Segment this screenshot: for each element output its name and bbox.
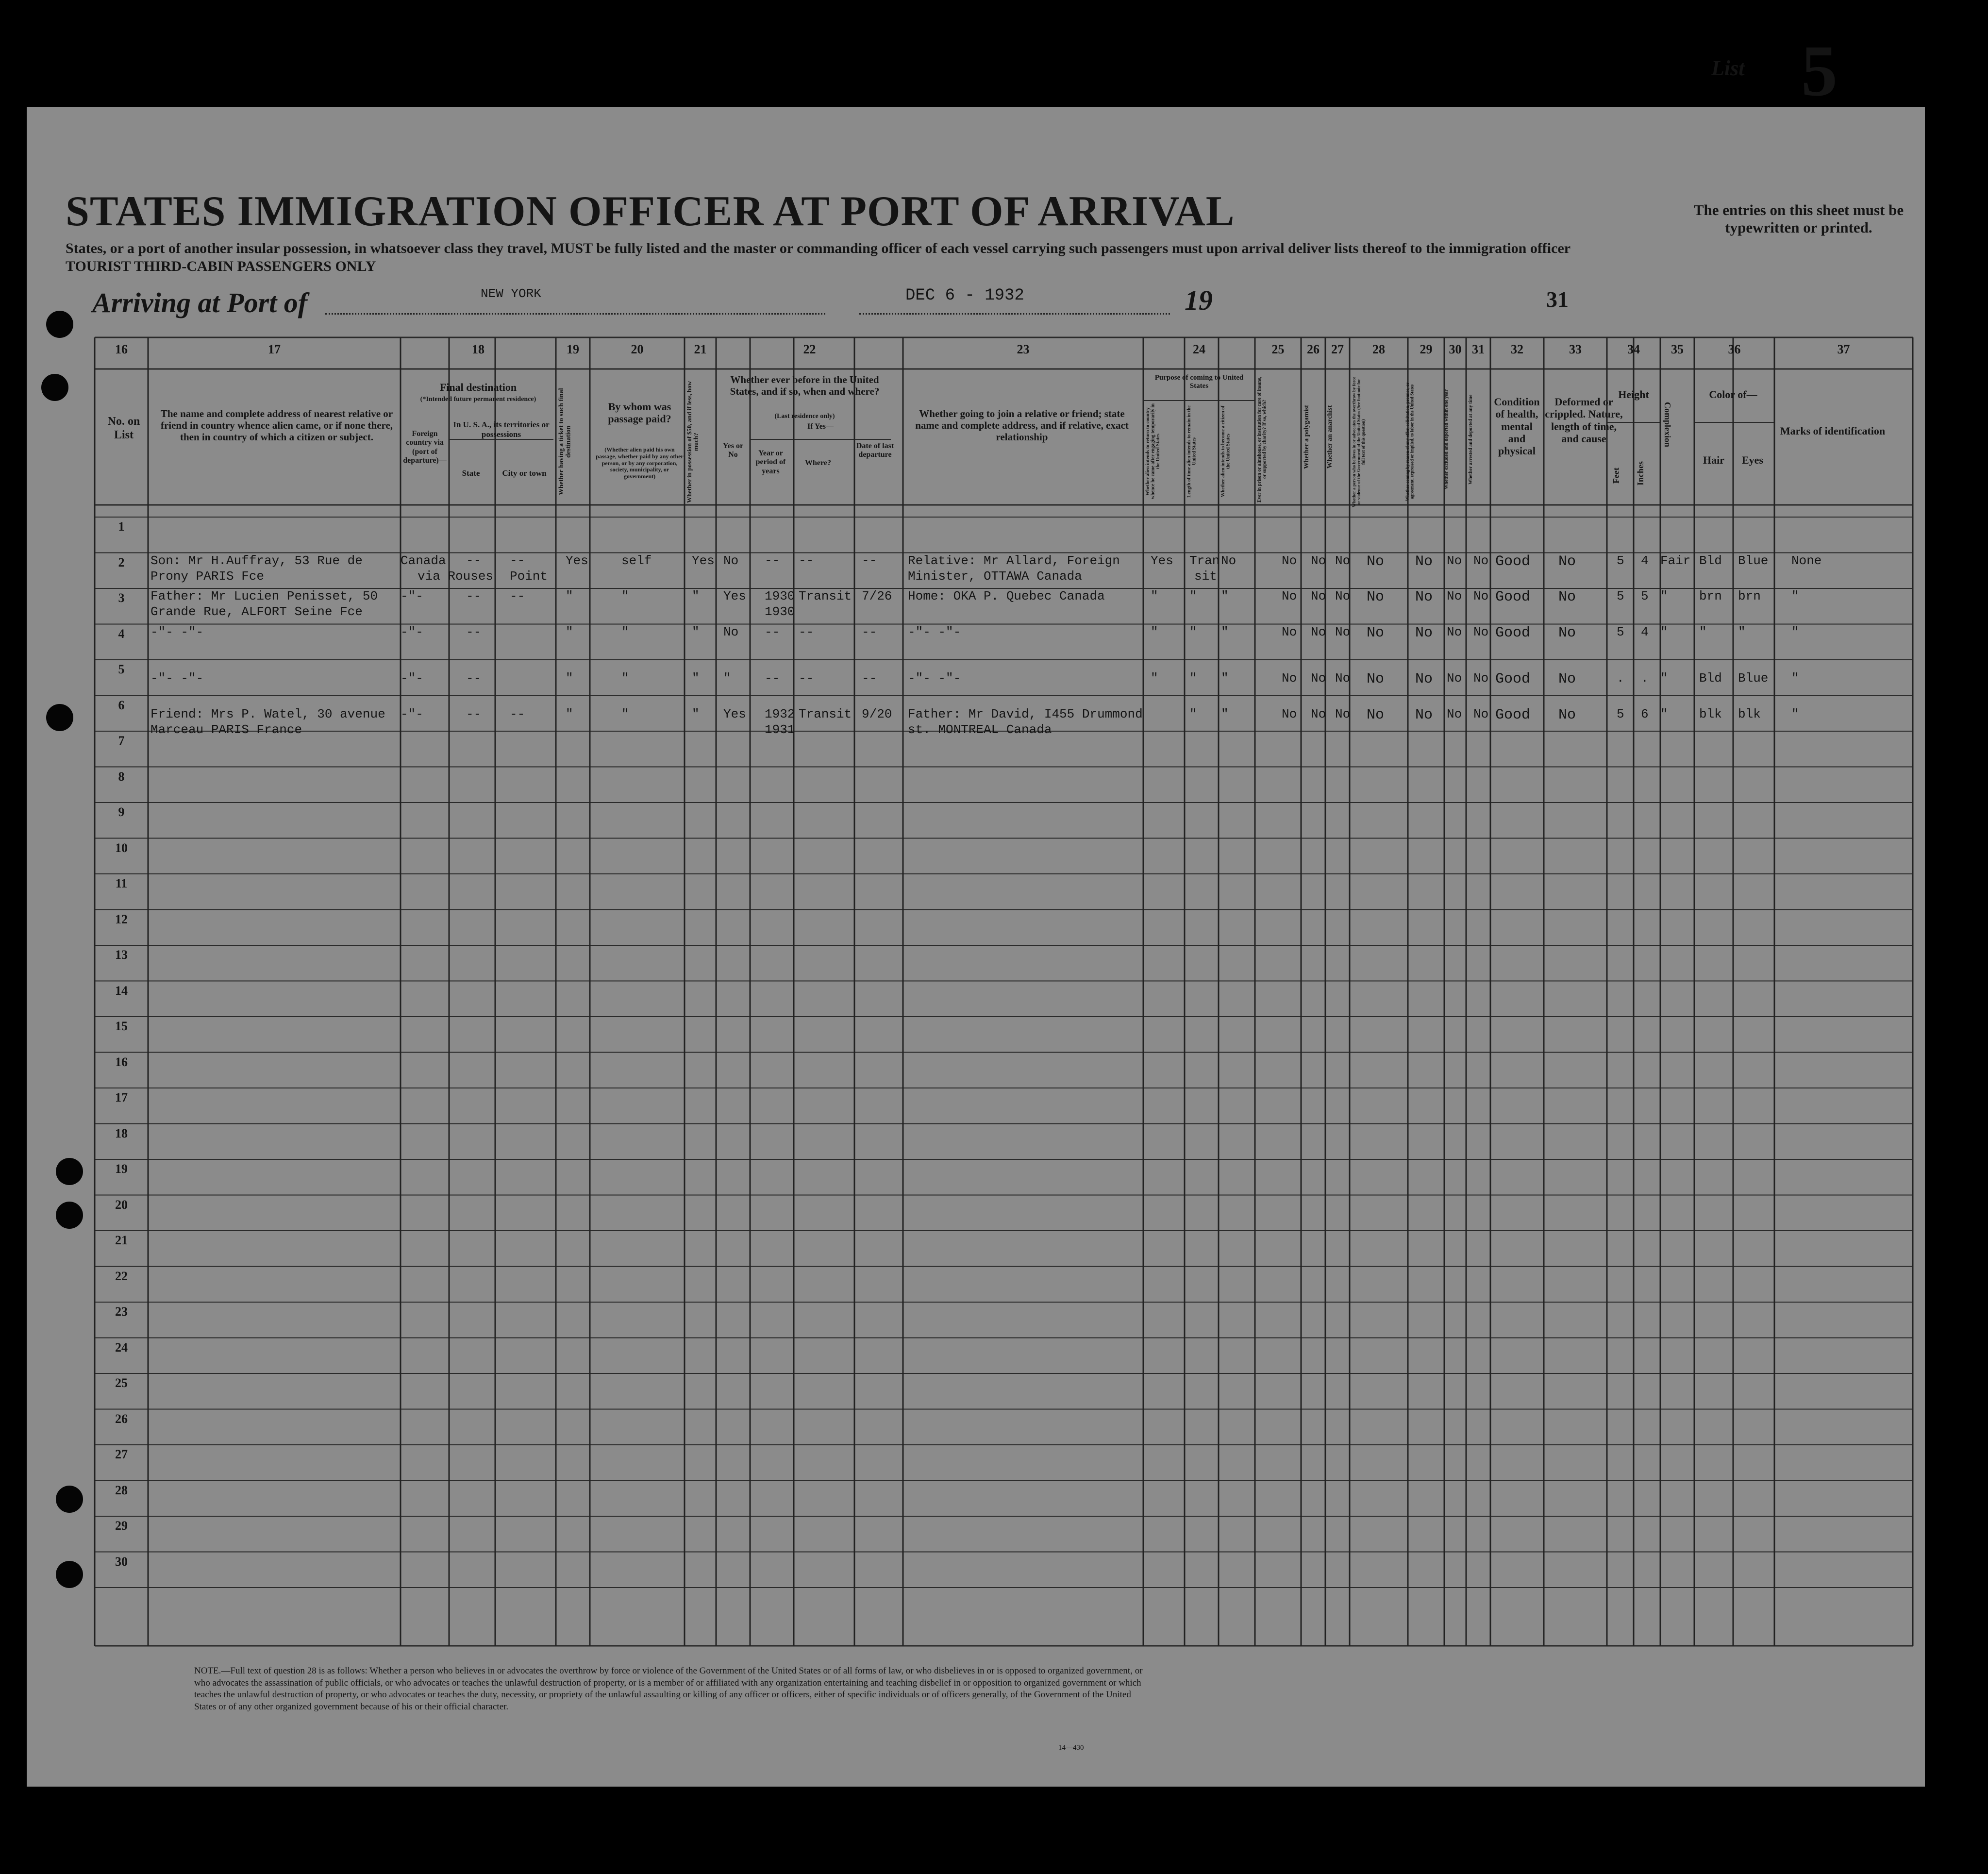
entry-c31: No <box>1473 589 1489 603</box>
entry-c26: No <box>1311 707 1326 721</box>
entry-eyes: Blue <box>1738 671 1769 686</box>
entry-marks: None <box>1791 553 1822 568</box>
entry-before: No <box>723 553 739 568</box>
entry-c25: No <box>1282 625 1297 639</box>
entry-foreign: -"- <box>401 625 423 639</box>
entry-city: -- <box>510 589 525 603</box>
entry-addr: Son: Mr H.Auffray, 53 Rue de <box>150 553 363 568</box>
entry-inches: 6 <box>1641 707 1649 721</box>
entry-paid: " <box>621 671 629 686</box>
header-before-in-us: Whether ever before in the United States, and if so, when and where? <box>730 374 880 398</box>
column-number: 25 <box>1271 342 1285 356</box>
entry-ticket: " <box>566 671 573 686</box>
entry-health: Good <box>1495 707 1531 723</box>
header-inches: Inches <box>1636 461 1645 486</box>
header-hair: Hair <box>1703 454 1724 466</box>
entry-city2: Point <box>510 569 548 584</box>
column-number: 16 <box>115 342 128 356</box>
entry-year: -- <box>765 625 780 639</box>
entry-where: Transit <box>799 707 852 721</box>
entry-eyes: Blue <box>1738 553 1769 568</box>
header-complexion: Complexion <box>1662 402 1672 448</box>
entry-addr2: Prony PARIS Fce <box>150 569 265 584</box>
entry-addr: Friend: Mrs P. Watel, 30 avenue <box>150 707 385 721</box>
entry-c28: No <box>1367 589 1385 605</box>
column-number: 19 <box>567 342 579 356</box>
entry-deformed: No <box>1558 589 1576 605</box>
entry-foreign: -"- <box>401 589 423 603</box>
row-number: 18 <box>115 1126 128 1140</box>
row-number: 23 <box>115 1305 128 1319</box>
entry-foreign2: via Rouses <box>418 569 494 584</box>
entry-hair: Bld <box>1699 553 1722 568</box>
entry-marks: " <box>1791 589 1799 603</box>
entry-c31: No <box>1473 707 1489 721</box>
column-number: 35 <box>1671 342 1684 356</box>
header-in-usa: In U. S. A., its territories or possessions <box>453 420 550 439</box>
entry-complexion: " <box>1660 707 1668 721</box>
entry-marks: " <box>1791 707 1799 721</box>
column-number: 18 <box>472 342 484 356</box>
entry-inches: 4 <box>1641 625 1649 639</box>
header-state: State <box>462 468 480 478</box>
row-number: 29 <box>115 1519 128 1533</box>
entry-c29: No <box>1415 671 1433 687</box>
entry-c27: No <box>1335 625 1351 639</box>
entry-year: -- <box>765 553 780 568</box>
column-number: 20 <box>631 342 644 356</box>
list-number: 5 <box>1801 31 1838 111</box>
row-number: 13 <box>115 948 128 962</box>
entry-eyes: blk <box>1738 707 1761 721</box>
row-number: 25 <box>115 1376 128 1390</box>
entry-join: -"- -"- <box>908 671 961 686</box>
entry-complexion: Fair <box>1660 553 1691 568</box>
entry-dep: -- <box>862 553 877 568</box>
entry-c30: No <box>1447 589 1462 603</box>
header-return: Whether alien intends to return to country whence he came after engaging temporarily in the United States <box>1145 403 1161 500</box>
header-labor: Whether coming by reason of any offer, solicitation, promise, or agreement, expressed or implied, to labor in the United States <box>1405 382 1415 502</box>
entry-c31: No <box>1473 625 1489 639</box>
entry-p-length: " <box>1189 707 1197 721</box>
entry-hair: " <box>1699 625 1707 639</box>
header-health: Condition of health, mental and physical <box>1494 396 1540 457</box>
entry-c30: No <box>1447 707 1462 721</box>
entry-year2: 1931 <box>765 722 795 737</box>
column-number: 27 <box>1331 342 1344 356</box>
header-length: Length of time alien intends to remain in the United States <box>1186 405 1197 498</box>
entry-city: -- <box>510 707 525 721</box>
entry-c28: No <box>1367 671 1385 687</box>
form-code: 14—430 <box>1058 1744 1084 1752</box>
header-passage-note: (Whether alien paid his own passage, whether paid by any other person, or by any corporation, society, municipality, or government) <box>596 446 684 480</box>
header-prison: Ever in prison or almshouse, or institution for care of insane, or supported by charity? If so, which? <box>1257 376 1268 502</box>
entry-c26: No <box>1311 589 1326 603</box>
entry-where: -- <box>799 625 814 639</box>
column-number: 33 <box>1569 342 1582 356</box>
header-date-departure: Date of last departure <box>856 442 894 459</box>
entry-state: -- <box>466 625 482 639</box>
entry-p-citizen: " <box>1221 671 1229 686</box>
entry-money: " <box>692 625 700 639</box>
header-year: Year or period of years <box>755 449 786 475</box>
entry-c28: No <box>1367 707 1385 723</box>
entry-feet: 5 <box>1617 625 1624 639</box>
entry-c29: No <box>1415 553 1433 570</box>
entry-foreign: Canada <box>401 553 446 568</box>
column-number: 17 <box>268 342 281 356</box>
entry-paid: " <box>621 589 629 603</box>
header-where: Where? <box>805 459 831 467</box>
entry-addr: -"- -"- <box>150 671 204 686</box>
entry-inches: 5 <box>1641 589 1649 603</box>
column-number: 24 <box>1193 342 1205 356</box>
entry-inches: . <box>1641 671 1649 686</box>
entry-where: -- <box>799 671 814 686</box>
row-number: 16 <box>115 1054 128 1069</box>
column-number: 37 <box>1837 342 1850 356</box>
header-relative-address: The name and complete address of nearest relative or friend in country whence alien came, or if none there, then in country of which a citizen or subject. <box>160 408 393 443</box>
footnote: NOTE.—Full text of question 28 is as follows: Whether a person who believes in or advocates the overthrow by force or violence of the Government of the United States or of all forms of law, or who disbelieves in or is opposed to organized government, or who advocates the assassination of public officials, or who advocates or teaches the unlawful destruction of property, or is a member of or affiliated with any organization entertaining and teaching disbelief in or opposition to organized government or which teaches the unlawful destruction of property, or who advocates or teaches the duty, necessity, or propriety of the unlawful assaulting or killing of any officer or officers, either of specific individuals or of officers generally, of the Government of the United States or of any other organized government because of his or their official character. <box>194 1666 1143 1712</box>
entry-c30: No <box>1447 625 1462 639</box>
port-value: NEW YORK <box>481 286 541 301</box>
entry-addr: -"- -"- <box>150 625 204 639</box>
entry-foreign: -"- <box>401 671 423 686</box>
entry-c26: No <box>1311 625 1326 639</box>
header-feet: Feet <box>1611 468 1621 484</box>
entry-marks: " <box>1791 671 1799 686</box>
row-number: 28 <box>115 1483 128 1497</box>
header-passage-paid: By whom was passage paid? <box>608 401 671 425</box>
entry-eyes: brn <box>1738 589 1761 603</box>
entry-paid: " <box>621 707 629 721</box>
list-label: List <box>1711 56 1745 80</box>
row-number: 27 <box>115 1447 128 1461</box>
column-number: 29 <box>1420 342 1433 356</box>
entry-eyes: " <box>1738 625 1746 639</box>
entry-before: Yes <box>723 589 746 603</box>
entry-join: Home: OKA P. Quebec Canada <box>908 589 1105 603</box>
year-prefix: 19 <box>1185 284 1213 316</box>
row-number: 22 <box>115 1269 128 1283</box>
entry-where: -- <box>799 553 814 568</box>
entry-money: " <box>692 707 700 721</box>
row-number: 17 <box>115 1090 128 1104</box>
row-number: 8 <box>118 769 125 784</box>
entry-p-length2: sit <box>1194 569 1217 584</box>
entry-p-citizen: " <box>1221 589 1229 603</box>
entry-join: Relative: Mr Allard, Foreign <box>908 553 1120 568</box>
entry-p-citizen: " <box>1221 707 1229 721</box>
column-number: 26 <box>1307 342 1320 356</box>
entry-state: -- <box>466 589 482 603</box>
column-number: 36 <box>1728 342 1741 356</box>
entry-c29: No <box>1415 589 1433 605</box>
header-color: Color of— <box>1709 388 1757 401</box>
entry-addr: Father: Mr Lucien Penisset, 50 <box>150 589 378 603</box>
entry-dep: -- <box>862 625 877 639</box>
entry-p-length: " <box>1189 589 1197 603</box>
entry-p-return: " <box>1151 589 1158 603</box>
entry-c28: No <box>1367 625 1385 641</box>
header-ticket: Whether having a ticket to such final destination <box>558 388 572 496</box>
entry-city: -- <box>510 553 525 568</box>
column-number: 34 <box>1627 342 1640 356</box>
entry-dep: 9/20 <box>862 707 892 721</box>
entry-year: 1930 <box>765 589 795 603</box>
row-number: 6 <box>118 698 125 712</box>
entry-feet: 5 <box>1617 553 1624 568</box>
entry-join: -"- -"- <box>908 625 961 639</box>
row-number: 2 <box>118 555 125 569</box>
form-subtitle: States, or a port of another insular possession, in whatsoever class they travel, MUST be fully listed and the master or commanding officer of each vessel carrying such passengers must upon arrival deliver lists thereof to the immigration officer <box>66 240 1571 256</box>
header-marks: Marks of identification <box>1780 425 1886 437</box>
entry-state: -- <box>466 707 482 721</box>
column-number: 22 <box>803 342 816 356</box>
entry-ticket: " <box>566 625 573 639</box>
column-number: 32 <box>1511 342 1523 356</box>
header-yes-no: Yes or No <box>722 442 744 459</box>
entry-before: Yes <box>723 707 746 721</box>
header-overthrow: Whether a person who believes in or advocates the overthrow by force or violence of the Government of the United States (See footnote for full text of this question) <box>1352 376 1366 507</box>
entry-c28: No <box>1367 553 1385 570</box>
header-eyes: Eyes <box>1742 454 1763 466</box>
entry-c27: No <box>1335 589 1351 603</box>
header-final-destination-note: (*Intended future permanent residence) <box>420 396 536 403</box>
entry-money: Yes <box>692 553 715 568</box>
entry-foreign: -"- <box>401 707 423 721</box>
entry-dep: 7/26 <box>862 589 892 603</box>
entry-deformed: No <box>1558 553 1576 570</box>
row-number: 10 <box>115 840 128 855</box>
entry-p-citizen: " <box>1221 625 1229 639</box>
header-arrested: Whether arrested and deported at any time <box>1468 394 1473 485</box>
entry-year2: 1930 <box>765 604 795 619</box>
entry-c25: No <box>1282 671 1297 686</box>
row-number: 20 <box>115 1197 128 1212</box>
entry-c25: No <box>1282 589 1297 603</box>
entry-p-length: " <box>1189 625 1197 639</box>
column-number: 21 <box>694 342 707 356</box>
entry-c29: No <box>1415 625 1433 641</box>
entry-join2: Minister, OTTAWA Canada <box>908 569 1082 584</box>
row-number: 19 <box>115 1162 128 1176</box>
header-city: City or town <box>502 468 547 478</box>
entry-health: Good <box>1495 553 1531 570</box>
entry-complexion: " <box>1660 589 1668 603</box>
entry-c30: No <box>1447 553 1462 568</box>
entry-c27: No <box>1335 671 1351 686</box>
row-number: 3 <box>118 591 125 605</box>
column-number: 30 <box>1449 342 1462 356</box>
entry-complexion: " <box>1660 625 1668 639</box>
header-before-note: (Last residence only) <box>774 413 835 420</box>
entry-hair: blk <box>1699 707 1722 721</box>
entry-c30: No <box>1447 671 1462 686</box>
header-height: Height <box>1618 388 1649 401</box>
column-number: 28 <box>1372 342 1385 356</box>
entry-ticket: " <box>566 707 573 721</box>
row-number: 1 <box>118 519 125 534</box>
header-purpose: Purpose of coming to United States <box>1154 374 1244 390</box>
column-number: 23 <box>1017 342 1030 356</box>
entry-join: Father: Mr David, I455 Drummond <box>908 707 1143 721</box>
column-number: 31 <box>1472 342 1485 356</box>
entry-health: Good <box>1495 589 1531 605</box>
entry-p-length: Tran <box>1189 553 1220 568</box>
header-anarchist: Whether an anarchist <box>1326 405 1334 469</box>
entry-hair: Bld <box>1699 671 1722 686</box>
entry-addr2: Marceau PARIS France <box>150 722 302 737</box>
entry-inches: 4 <box>1641 553 1649 568</box>
entry-paid: " <box>621 625 629 639</box>
row-number: 26 <box>115 1411 128 1426</box>
header-money: Whether in possession of $50, and if less, how much? <box>685 381 700 503</box>
entry-deformed: No <box>1558 707 1576 723</box>
header-no-on-list: No. on List <box>107 415 140 441</box>
entry-before: " <box>723 671 731 686</box>
entry-feet: 5 <box>1617 707 1624 721</box>
header-deformed: Deformed or crippled. Nature, length of time, and cause <box>1545 396 1623 445</box>
entry-c26: No <box>1311 553 1326 568</box>
entry-deformed: No <box>1558 671 1576 687</box>
instruction-text: The entries on this sheet must be typewritten or printed. <box>1693 201 1904 236</box>
entry-p-return: " <box>1151 625 1158 639</box>
entry-c25: No <box>1282 707 1297 721</box>
arriving-label: Arriving at Port of <box>92 287 308 318</box>
row-number: 7 <box>118 734 125 748</box>
entry-p-return: Yes <box>1151 553 1173 568</box>
entry-before: No <box>723 625 739 639</box>
row-number: 30 <box>115 1554 128 1569</box>
entry-marks: " <box>1791 625 1799 639</box>
header-if-yes: If Yes— <box>807 422 834 431</box>
entry-money: " <box>692 589 700 603</box>
header-join-relative: Whether going to join a relative or friend; state name and complete address, and if relative, exact relationship <box>915 408 1129 443</box>
entry-p-citizen: No <box>1221 553 1236 568</box>
row-number: 12 <box>115 912 128 926</box>
entry-dep: -- <box>862 671 877 686</box>
entry-feet: 5 <box>1617 589 1624 603</box>
entry-state: -- <box>466 553 482 568</box>
class-line: TOURIST THIRD-CABIN PASSENGERS ONLY <box>66 258 376 274</box>
entry-state: -- <box>466 671 482 686</box>
entry-year: 1932 <box>765 707 795 721</box>
entry-where: Transit <box>799 589 852 603</box>
header-citizen: Whether alien intends to become a citizen of the United States <box>1220 405 1231 498</box>
entry-deformed: No <box>1558 625 1576 641</box>
entry-hair: brn <box>1699 589 1722 603</box>
row-number: 5 <box>118 662 125 676</box>
header-excluded: Whether excluded and deported within one year <box>1444 389 1449 489</box>
row-number: 9 <box>118 805 125 819</box>
row-number: 14 <box>115 983 128 998</box>
entry-paid: self <box>621 553 652 568</box>
entry-year: -- <box>765 671 780 686</box>
entry-p-return: " <box>1151 671 1158 686</box>
entry-complexion: " <box>1660 671 1668 686</box>
entry-ticket: Yes <box>566 553 588 568</box>
header-foreign-country: Foreign country via (port of departure)— <box>403 430 447 465</box>
entry-feet: . <box>1617 671 1624 686</box>
entry-c29: No <box>1415 707 1433 723</box>
entry-c25: No <box>1282 553 1297 568</box>
entry-money: " <box>692 671 700 686</box>
entry-ticket: " <box>566 589 573 603</box>
row-number: 4 <box>118 626 125 641</box>
entry-c31: No <box>1473 553 1489 568</box>
row-number: 15 <box>115 1019 128 1033</box>
entry-c31: No <box>1473 671 1489 686</box>
entry-c26: No <box>1311 671 1326 686</box>
form-title: STATES IMMIGRATION OFFICER AT PORT OF ARRIVAL <box>66 188 1235 235</box>
entry-join2: st. MONTREAL Canada <box>908 722 1052 737</box>
year-suffix: 31 <box>1546 287 1569 312</box>
row-number: 24 <box>115 1340 128 1355</box>
row-number: 11 <box>115 876 128 890</box>
entry-health: Good <box>1495 625 1531 641</box>
row-number: 21 <box>115 1233 128 1247</box>
entry-c27: No <box>1335 707 1351 721</box>
entry-c27: No <box>1335 553 1351 568</box>
date-value: DEC 6 - 1932 <box>905 286 1024 305</box>
entry-addr2: Grande Rue, ALFORT Seine Fce <box>150 604 363 619</box>
header-final-destination: Final destination <box>439 381 517 393</box>
entry-p-length: " <box>1189 671 1197 686</box>
entry-health: Good <box>1495 671 1531 687</box>
header-polygamist: Whether a polygamist <box>1303 405 1310 469</box>
